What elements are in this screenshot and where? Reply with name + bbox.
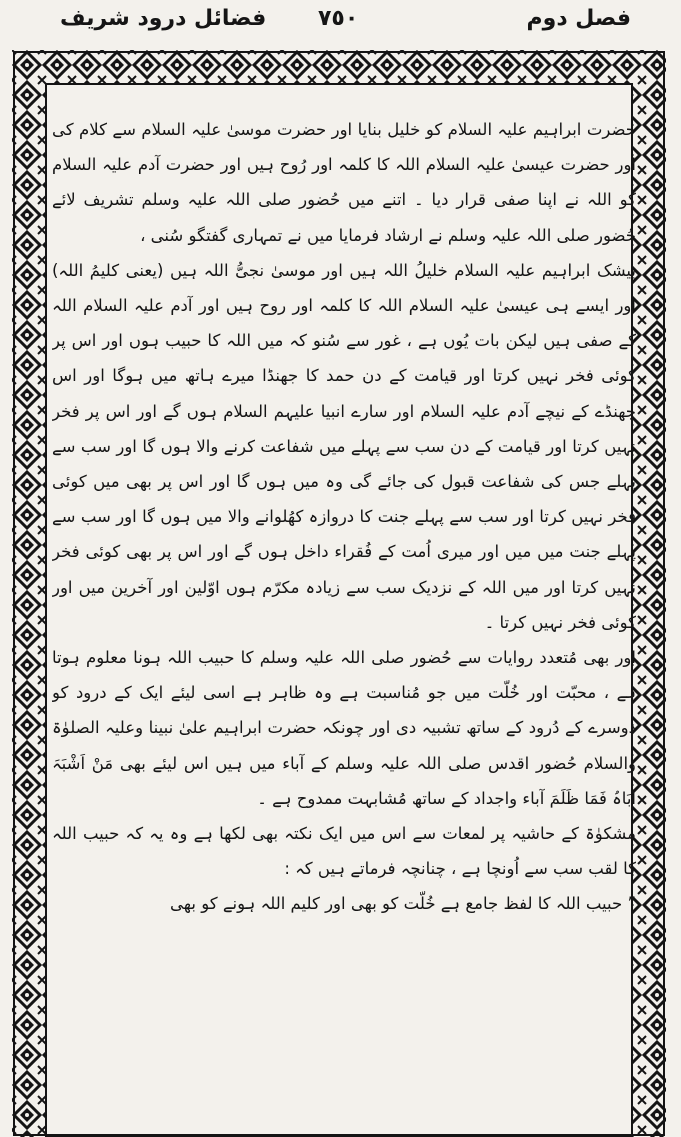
paragraph-5: ” حبیب اللہ کا لفظ جامع ہے خُلّت کو بھی اور کلیم اللہ ہونے کو بھی	[170, 894, 636, 914]
paragraph-2: بیشک ابراہیم علیہ السلام خلیلُ اللہ ہیں اور موسیٰ نجیُّ اللہ ہیں (یعنی کلیمُ اللہ) اور ایسے ہی عیسیٰ علیہ السلام اللہ کا کلمہ اور روح ہیں اور آدم علیہ السلام اللہ کے صفی ہیں لیکن بات یُوں ہے ، غور سے سُنو کہ میں اللہ کا حبیب ہوں اور اس پر کوئی فخر نہیں کرتا اور قیامت کے دن حمد کا جھنڈا میرے ہاتھ میں ہوگا اور اس جھنڈے کے نیچے آدم علیہ السلام اور سارے انبیا علیہم السلام ہوں گے اور اس پر فخر نہیں کرتا اور قیامت کے دن سب سے پہلے میں شفاعت کرنے والا ہوں گا اور سب سے پہلے جس کی شفاعت قبول کی جائے گی وہ میں ہوں گا اور اس پر بھی میں کوئی فخر نہیں کرتا اور سب سے پہلے جنت کا دروازہ کھُلوانے والا میں ہوں گا اور سب سے پہلے جنت میں میں اور میری اُمت کے فُقراء داخل ہوں گے اور اس پر بھی کوئی فخر نہیں کرتا اور میں اللہ کے نزدیک سب سے زیادہ مکرّم ہوں اوّلین اور آخرین میں اور کوئی فخر نہیں کرتا ۔	[52, 260, 636, 632]
paragraph-1: حضرت ابراہیم علیہ السلام کو خلیل بنایا اور حضرت موسیٰ علیہ السلام سے کلام کی اور حضرت عیسیٰ علیہ السلام اللہ کا کلمہ اور رُوح ہیں اور حضرت آدم علیہ السلام کو اللہ نے اپنا صفی قرار دیا ۔ اتنے میں حُضور صلی اللہ علیہ وسلم تشریف لائے حُضور صلی اللہ علیہ وسلم نے ارشاد فرمایا میں نے تمہاری گفتگو سُنی ،	[52, 120, 636, 245]
chapter-label: فصل دوم	[526, 6, 631, 31]
page-number: ٧٥٠	[318, 6, 359, 31]
page-body	[52, 112, 636, 1137]
paragraph-4: مشکوٰۃ کے حاشیہ پر لمعات سے اس میں ایک نکتہ بھی لکھا ہے وہ یہ کہ حبیب اللہ کا لقب سب سے اُونچا ہے ، چنانچہ فرماتے ہیں کہ :	[52, 824, 636, 879]
paragraph-3: اور بھی مُتعدد روایات سے حُضور صلی اللہ علیہ وسلم کا حبیب اللہ ہونا معلوم ہوتا ہے ، محبّت اور خُلّت میں جو مُناسبت ہے وہ ظاہر ہے اسی لیئے ایک کے درود کو دوسرے کے دُرود کے ساتھ تشبیہ دی اور چونکہ حضرت ابراہیم علیٰ نبینا وعلیہ الصلوٰۃ والسلام حُضور اقدس صلی اللہ علیہ وسلم کے آباء میں ہیں اس لیئے بھی مَنْ اَشْبَہَ اَبَاہُ فَمَا ظَلَمَ آباء واجداد کے ساتھ مُشابہت ممدوح ہے ۔	[52, 648, 636, 808]
book-title: فضائل درود شریف	[60, 6, 267, 31]
